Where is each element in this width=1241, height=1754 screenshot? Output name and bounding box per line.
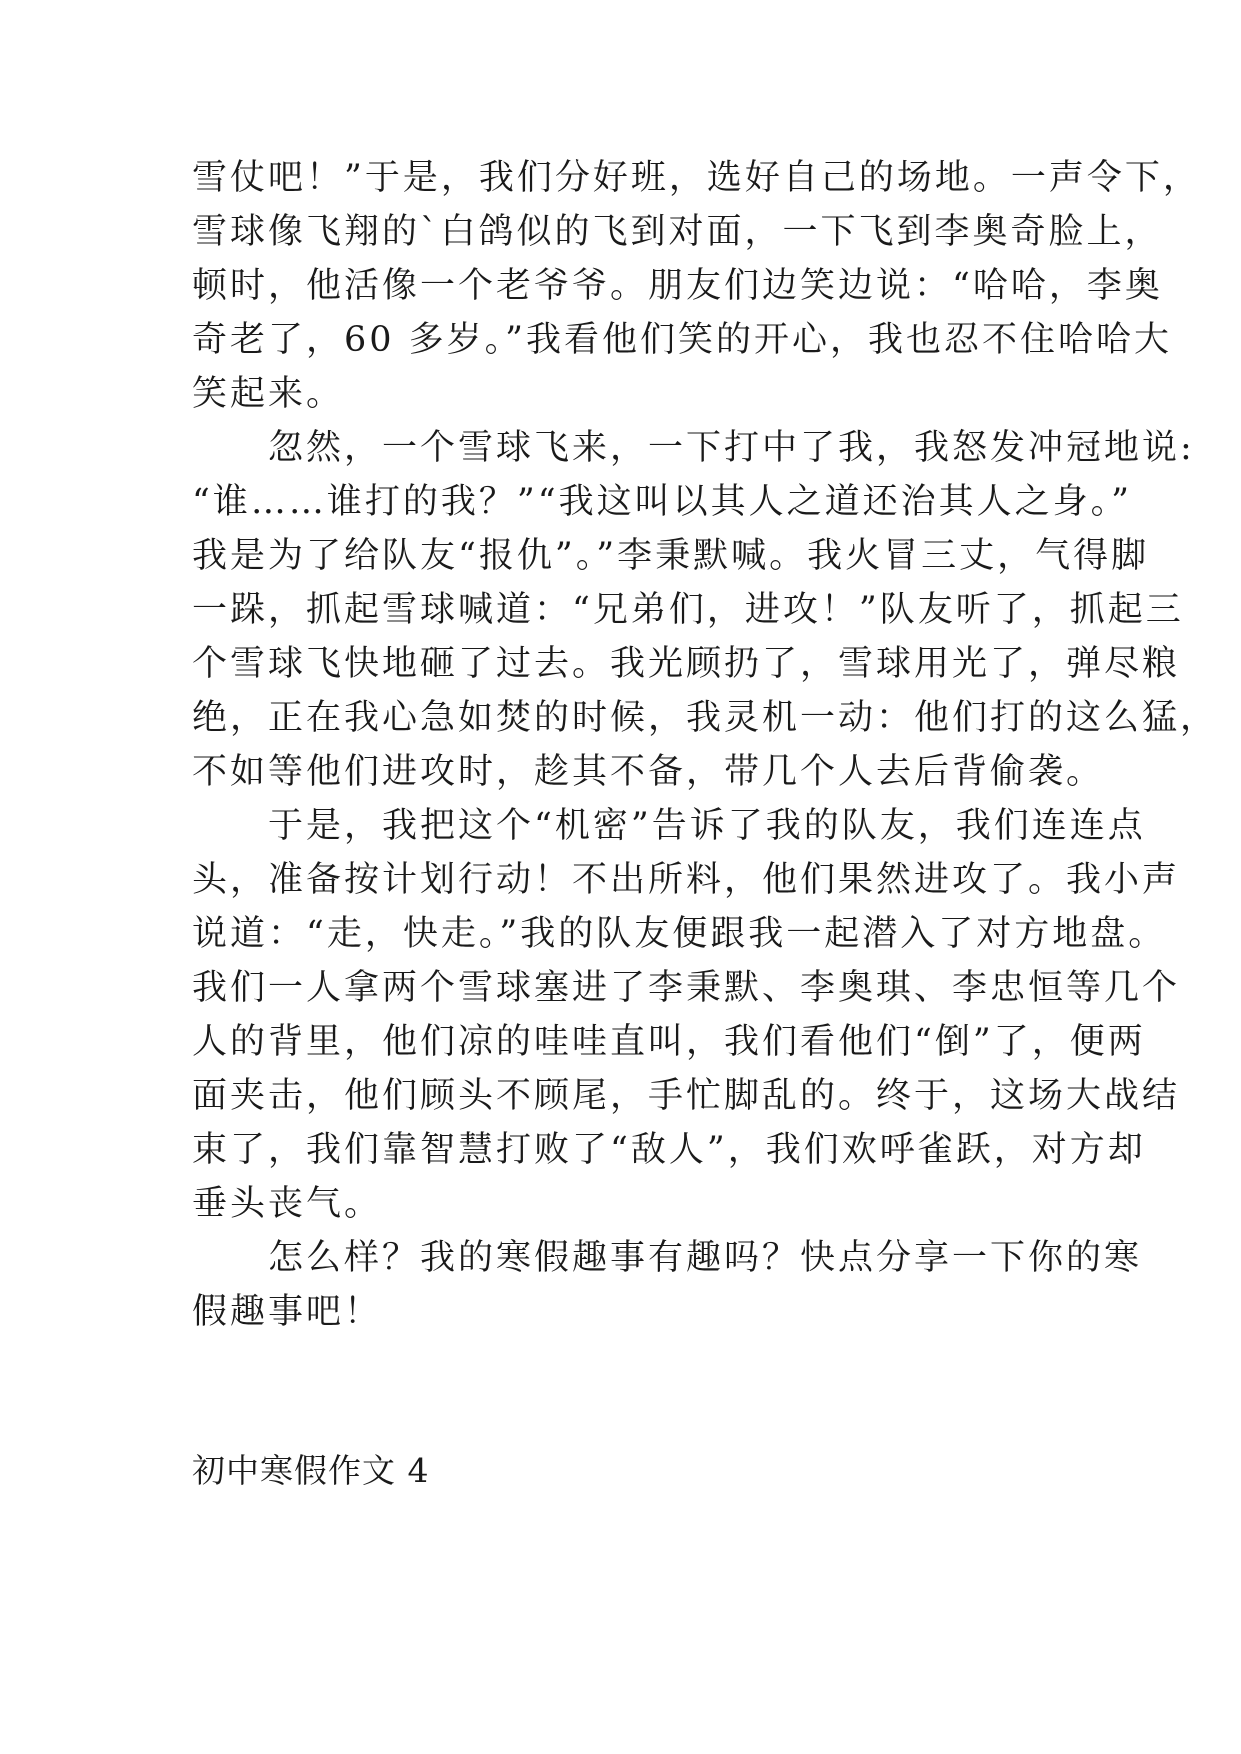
text-line: 束了，我们靠智慧打败了“敌人”，我们欢呼雀跃，对方却 <box>192 1130 1146 1170</box>
text-line: 头，准备按计划行动！不出所料，他们果然进攻了。我小声 <box>192 860 1181 900</box>
text-line: 假趣事吧！ <box>192 1292 383 1332</box>
text-line: 雪仗吧！”于是，我们分好班，选好自己的场地。一声令下， <box>192 158 1201 198</box>
text-line: “谁……谁打的我？”“我这叫以其人之道还治其人之身。” <box>192 482 1133 522</box>
text-line: 笑起来。 <box>192 374 345 414</box>
text-line: 雪球像飞翔的`白鸽似的飞到对面，一下飞到李奥奇脸上， <box>192 212 1163 252</box>
text-line: 个雪球飞快地砸了过去。我光顾扔了，雪球用光了，弹尽粮 <box>192 644 1181 684</box>
text-line: 绝，正在我心急如焚的时候，我灵机一动：他们打的这么猛， <box>192 698 1219 738</box>
section-heading: 初中寒假作文 4 <box>192 1451 430 1490</box>
text-line: 不如等他们进攻时，趁其不备，带几个人去后背偷袭。 <box>192 752 1105 792</box>
text-line: 说道：“走，快走。”我的队友便跟我一起潜入了对方地盘。 <box>192 914 1167 954</box>
text-line: 面夹击，他们顾头不顾尾，手忙脚乱的。终于，这场大战结 <box>192 1076 1181 1116</box>
text-line: 垂头丧气。 <box>192 1184 383 1224</box>
text-line: 我们一人拿两个雪球塞进了李秉默、李奥琪、李忠恒等几个 <box>192 968 1181 1008</box>
text-line: 人的背里，他们凉的哇哇直叫，我们看他们“倒”了，便两 <box>192 1022 1146 1062</box>
text-line: 我是为了给队友“报仇”。”李秉默喊。我火冒三丈，气得脚 <box>192 536 1150 576</box>
text-line: 怎么样？我的寒假趣事有趣吗？快点分享一下你的寒 <box>192 1238 1143 1278</box>
text-line: 顿时，他活像一个老爷爷。朋友们边笑边说：“哈哈，李奥 <box>192 266 1163 306</box>
text-line: 奇老了，60 多岁。”我看他们笑的开心，我也忍不住哈哈大 <box>192 320 1173 360</box>
text-line: 忽然，一个雪球飞来，一下打中了我，我怒发冲冠地说: <box>192 428 1195 468</box>
text-line: 于是，我把这个“机密”告诉了我的队友，我们连连点 <box>192 806 1146 846</box>
text-line: 一跺，抓起雪球喊道：“兄弟们，进攻！”队友听了，抓起三 <box>192 590 1184 630</box>
